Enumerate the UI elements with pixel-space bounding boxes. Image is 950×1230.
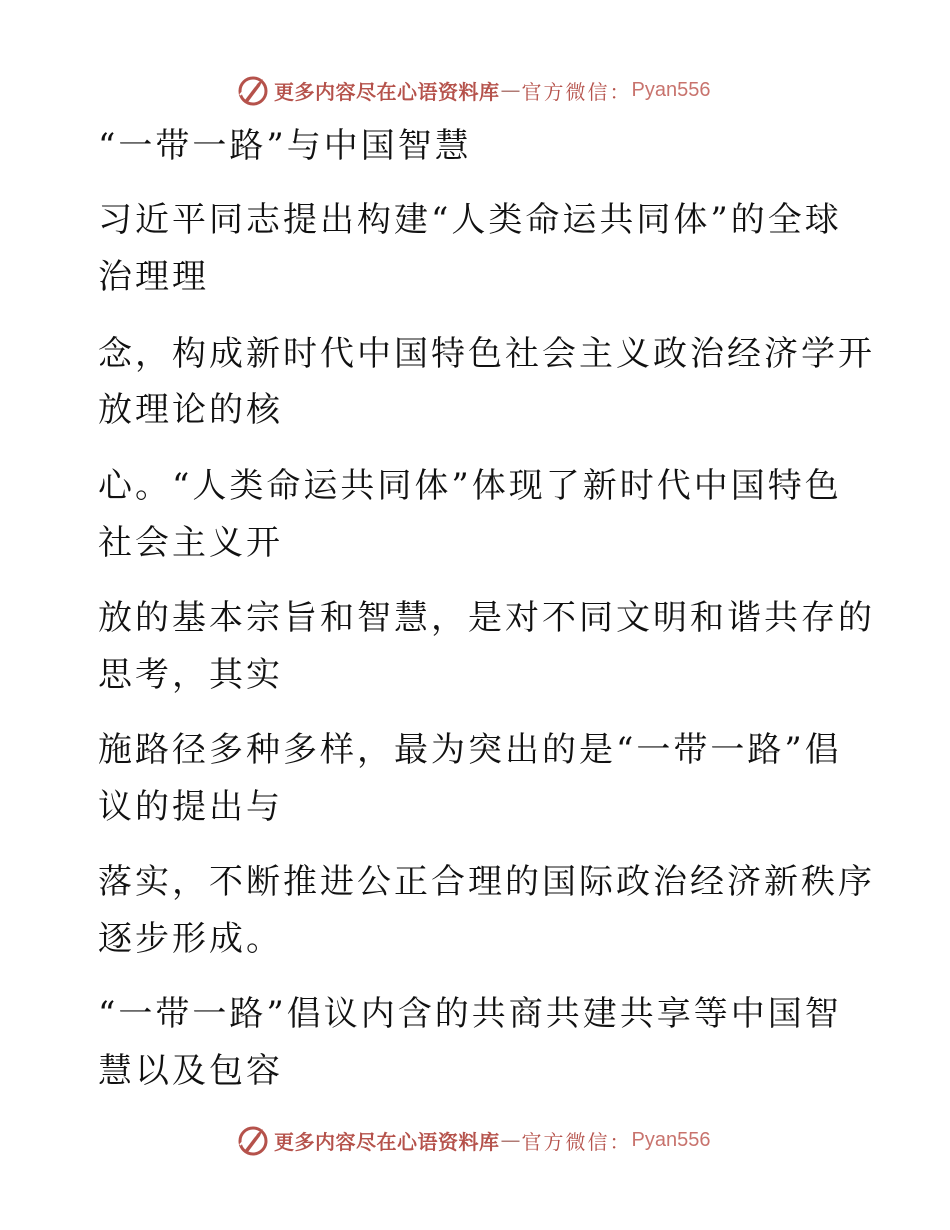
banner-dash: —: [500, 1128, 521, 1152]
text-line: 施路径多种多样，最为突出的是“一带一路”倡: [98, 730, 842, 770]
banner-dash: —: [500, 78, 521, 102]
banner-wechat-label: 官方微信：: [521, 79, 632, 104]
text-line: 思考，其实: [98, 655, 283, 695]
text-line: “一带一路”倡议内含的共商共建共享等中国智: [98, 994, 842, 1034]
pen-logo-icon: [236, 73, 270, 107]
text-line: 习近平同志提出构建“人类命运共同体”的全球: [98, 200, 842, 240]
banner-wechat-id: Pyan556: [631, 1128, 711, 1151]
text-line: 议的提出与: [98, 787, 283, 827]
pen-logo-icon: [236, 1123, 270, 1157]
text-line: 放理论的核: [98, 390, 283, 430]
banner-wechat-label: 官方微信：: [521, 1129, 632, 1154]
banner-text: 更多内容尽在心语资料库: [274, 79, 500, 104]
text-line: 慧以及包容: [98, 1051, 283, 1091]
text-line: 社会主义开: [98, 523, 283, 563]
text-line: 逐步形成。: [98, 919, 283, 959]
document-title: “一带一路”与中国智慧: [98, 126, 472, 166]
text-line: 念，构成新时代中国特色社会主义政治经济学开: [98, 334, 875, 374]
banner-text: 更多内容尽在心语资料库: [274, 1129, 500, 1154]
text-line: 放的基本宗旨和智慧，是对不同文明和谐共存的: [98, 598, 875, 638]
text-line: 治理理: [98, 257, 209, 297]
footer-watermark-banner: [236, 1122, 710, 1158]
text-line: 落实，不断推进公正合理的国际政治经济新秩序: [98, 862, 875, 902]
banner-wechat-id: Pyan556: [631, 78, 711, 101]
header-watermark-banner: [236, 72, 710, 108]
text-line: 心。“人类命运共同体”体现了新时代中国特色: [98, 466, 842, 506]
